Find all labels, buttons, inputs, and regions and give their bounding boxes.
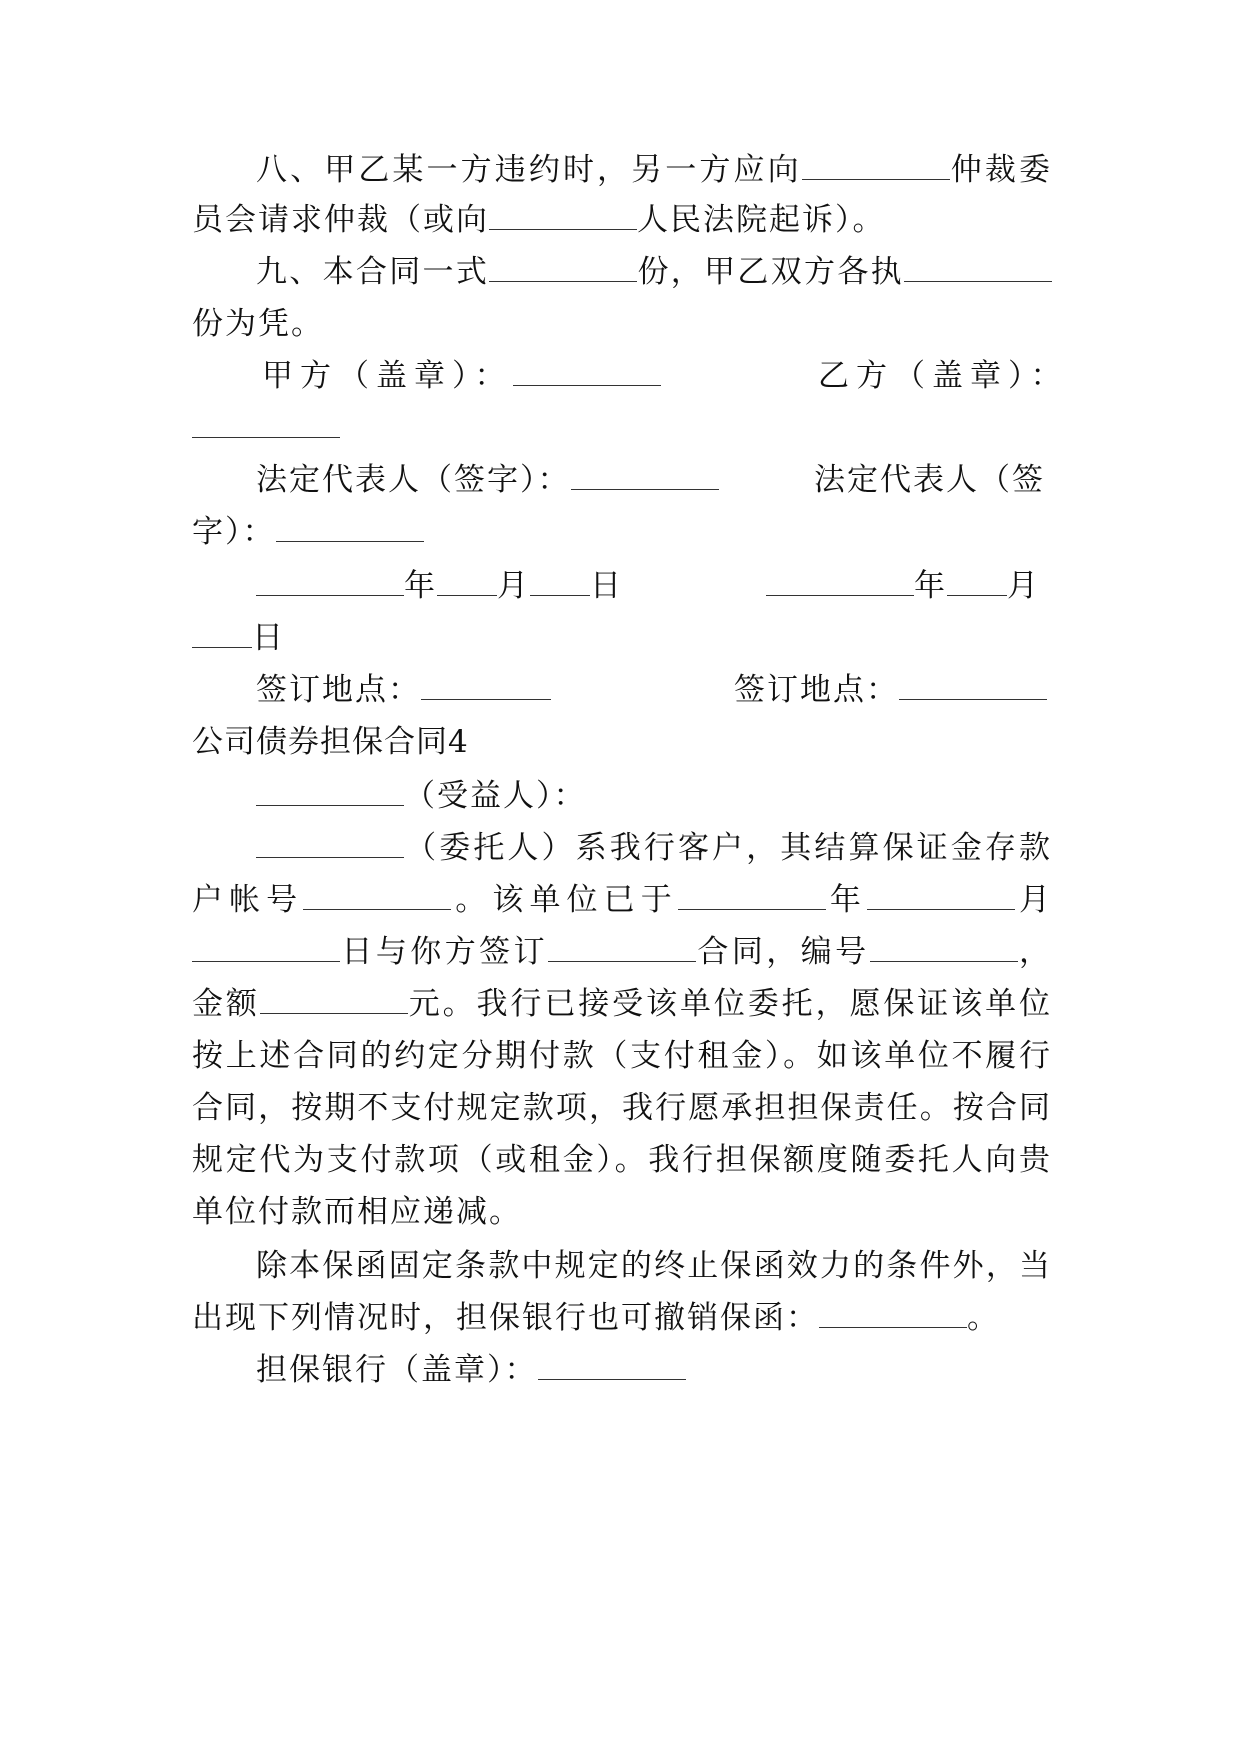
p1-line-8 (192, 1192, 1052, 1232)
sign-place-a-label: 签订地点： (256, 672, 421, 708)
blank-field[interactable] (904, 253, 1052, 282)
text: 合同，编号 (696, 934, 870, 970)
text: 年 (825, 882, 867, 918)
party-b-seal-blank-line (192, 408, 1052, 448)
p2-line-1 (256, 1246, 1052, 1286)
day-label: 日 (252, 620, 285, 656)
year-field[interactable] (678, 881, 826, 910)
party-a-seal-line (262, 356, 662, 396)
clause-9-line-1 (256, 252, 1052, 292)
blank-field[interactable] (489, 201, 637, 230)
beneficiary-field[interactable] (256, 777, 404, 806)
day-b-field[interactable] (192, 619, 252, 648)
revocation-condition-field[interactable] (819, 1299, 967, 1328)
section-title-text: 公司债券担保合同4 (192, 724, 469, 760)
clause-8-line-2 (192, 200, 1052, 240)
text: 合同，按期不支付规定款项，我行愿承担担保责任。按合同 (192, 1090, 1052, 1126)
text: 元。我行已接受该单位委托，愿保证该单位 (407, 986, 1053, 1022)
bank-seal-line (256, 1350, 1116, 1390)
sign-place-b-line (734, 670, 1074, 710)
legal-rep-b-line-2 (192, 512, 1052, 552)
text: 仲裁委 (949, 152, 1053, 188)
bank-seal-label: 担保银行（盖章）： (256, 1352, 538, 1388)
text: 除本保函固定条款中规定的终止保函效力的条件外，当 (256, 1248, 1052, 1284)
legal-rep-b-label-cont: 字）： (192, 514, 276, 550)
text: 。该单位已于 (451, 882, 678, 918)
day-a-field[interactable] (530, 567, 590, 596)
text: 户帐号 (192, 882, 304, 918)
legal-rep-b-line (814, 460, 1054, 500)
date-b-line-2 (192, 618, 1052, 658)
party-b-seal-field[interactable] (192, 409, 340, 438)
p1-line-4 (192, 984, 1052, 1024)
account-number-field[interactable] (303, 881, 451, 910)
text: 月 (1014, 882, 1053, 918)
p2-line-2 (192, 1298, 1052, 1338)
month-field[interactable] (867, 881, 1015, 910)
text: 单位付款而相应递减。 (192, 1194, 522, 1230)
bank-seal-field[interactable] (538, 1351, 686, 1380)
text: 日与你方签订 (340, 934, 548, 970)
text: 按上述合同的约定分期付款（支付租金）。如该单位不履行 (192, 1038, 1052, 1074)
year-label: 年 (404, 568, 437, 604)
p1-line-2 (192, 880, 1052, 920)
p1-line-5 (192, 1036, 1052, 1076)
blank-field[interactable] (802, 151, 950, 180)
legal-rep-a-label: 法定代表人（签字）： (256, 462, 571, 498)
p1-line-6 (192, 1088, 1052, 1128)
date-b-line (766, 566, 1066, 606)
beneficiary-label: （受益人）： (404, 778, 587, 814)
text: 人民法院起诉）。 (637, 202, 886, 238)
day-label: 日 (590, 568, 623, 604)
month-label: 月 (497, 568, 530, 604)
text: 八、甲乙某一方违约时，另一方应向 (256, 152, 802, 188)
month-b-field[interactable] (947, 567, 1007, 596)
text: 九、本合同一式 (256, 254, 490, 290)
party-b-seal-label: 乙方（盖章）： (818, 358, 1069, 394)
year-b-field[interactable] (766, 567, 914, 596)
party-a-seal-field[interactable] (513, 357, 661, 386)
amount-field[interactable] (260, 985, 408, 1014)
legal-rep-a-line (256, 460, 736, 500)
year-a-field[interactable] (256, 567, 404, 596)
beneficiary-line (256, 776, 1116, 816)
blank-field[interactable] (489, 253, 637, 282)
text: 金额 (192, 986, 260, 1022)
entrusting-party-field[interactable] (256, 829, 404, 858)
text: 规定代为支付款项（或租金）。我行担保额度随委托人向贵 (192, 1142, 1052, 1178)
text: 员会请求仲裁（或向 (192, 202, 489, 238)
party-a-seal-label: 甲方（盖章）： (262, 358, 513, 394)
p1-line-3 (192, 932, 1052, 972)
text: 。 (967, 1300, 1000, 1336)
p1-line-7 (192, 1140, 1052, 1180)
section-title (192, 722, 1052, 762)
legal-rep-a-field[interactable] (571, 461, 719, 490)
text: 出现下列情况时，担保银行也可撤销保函： (192, 1300, 819, 1336)
year-label: 年 (914, 568, 947, 604)
date-a-line (256, 566, 676, 606)
contract-name-field[interactable] (548, 933, 696, 962)
month-a-field[interactable] (437, 567, 497, 596)
text: 份，甲乙双方各执 (637, 254, 904, 290)
p1-line-1 (256, 828, 1052, 868)
month-label: 月 (1007, 568, 1040, 604)
sign-place-b-field[interactable] (899, 671, 1047, 700)
text: （委托人）系我行客户，其结算保证金存款 (404, 830, 1052, 866)
sign-place-a-field[interactable] (421, 671, 551, 700)
text: ， (1017, 934, 1053, 970)
text: 份为凭。 (192, 306, 324, 342)
party-b-seal-line (818, 356, 1069, 396)
day-field[interactable] (192, 933, 340, 962)
clause-9-line-2 (192, 304, 1052, 344)
sign-place-b-label: 签订地点： (734, 672, 899, 708)
legal-rep-b-field[interactable] (276, 513, 424, 542)
sign-place-a-line (256, 670, 616, 710)
clause-8-line-1 (256, 150, 1052, 190)
contract-number-field[interactable] (870, 933, 1018, 962)
legal-rep-b-label: 法定代表人（签 (814, 462, 1045, 498)
